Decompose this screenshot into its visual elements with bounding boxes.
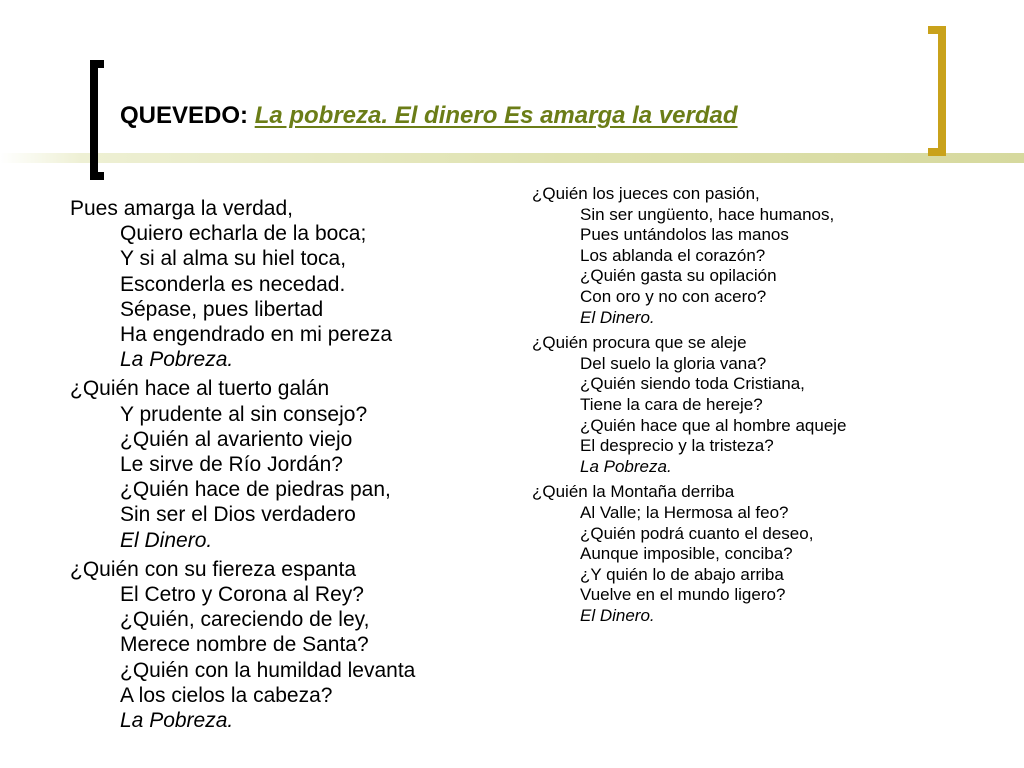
stanza-line: Pues untándolos las manos [580,225,789,245]
stanza-line: ¿Quién hace de piedras pan, [120,478,391,502]
stanza-line: ¿Quién al avariento viejo [120,427,353,451]
stanza-refrain: La Pobreza. [580,456,672,476]
stanza-line: El desprecio y la tristeza? [580,436,774,456]
stanza-first-line: ¿Quién los jueces con pasión, [532,184,760,203]
stanza-line: Tiene la cara de hereje? [580,394,763,414]
stanza-line: Ha engendrado en mi pereza [120,323,393,347]
stanza-line: Sépase, pues libertad [120,297,324,321]
left-bracket [90,60,104,180]
title-underline-band [0,153,1024,163]
slide-title [120,102,738,130]
stanza-line: Merece nombre de Santa? [120,633,369,657]
stanza-first-line: ¿Quién con su fiereza espanta [70,557,357,581]
stanza-line: Quiero echarla de la boca; [120,222,367,246]
stanza [532,333,1002,477]
stanza-line: Del suelo la gloria vana? [580,353,767,373]
stanza [70,376,520,552]
right-bracket [928,26,946,156]
stanza-first-line: Pues amarga la verdad, [70,197,293,220]
stanza-line: ¿Quién con la humildad levanta [120,658,416,682]
stanza-first-line: ¿Quién la Montaña derriba [532,482,735,502]
stanza [532,482,1002,626]
stanza-line: A los cielos la cabeza? [120,683,333,707]
stanza-line: ¿Quién siendo toda Cristiana, [580,374,805,394]
stanza-line: Aunque imposible, conciba? [580,544,793,564]
stanza-refrain: El Dinero. [120,528,213,552]
stanza-line: Sin ser el Dios verdadero [120,503,356,527]
poem-left-column [70,196,520,733]
stanza [532,184,1002,328]
stanza-first-line: ¿Quién procura que se aleje [532,333,747,353]
stanza-line: ¿Quién gasta su opilación [580,266,777,286]
stanza-refrain: El Dinero. [580,307,655,327]
title-prefix: QUEVEDO: [120,102,255,129]
stanza-line: ¿Quién hace que al hombre aqueje [580,415,847,435]
poem-right-column [532,184,1002,626]
stanza-first-line: ¿Quién hace al tuerto galán [70,377,330,401]
stanza-refrain: La Pobreza. [120,709,234,733]
stanza-line: ¿Y quién lo de abajo arriba [580,564,784,584]
stanza [70,557,520,733]
stanza [70,196,520,372]
stanza-line: Sin ser ungüento, hace humanos, [580,204,835,224]
stanza-refrain: El Dinero. [580,605,655,625]
stanza-line: ¿Quién, careciendo de ley, [120,608,370,632]
title-link[interactable]: La pobreza. El dinero Es amarga la verdad [254,102,738,129]
stanza-line: Le sirve de Río Jordán? [120,453,343,477]
stanza-line: Y prudente al sin consejo? [120,402,368,426]
stanza-line: Vuelve en el mundo ligero? [580,585,786,605]
stanza-line: Esconderla es necedad. [120,272,346,296]
stanza-line: ¿Quién podrá cuanto el deseo, [580,523,814,543]
stanza-refrain: La Pobreza. [120,348,234,372]
stanza-line: Y si al alma su hiel toca, [120,247,347,271]
stanza-line: Con oro y no con acero? [580,286,767,306]
stanza-line: Los ablanda el corazón? [580,245,766,265]
stanza-line: Al Valle; la Hermosa al feo? [580,502,789,522]
stanza-line: El Cetro y Corona al Rey? [120,583,364,607]
